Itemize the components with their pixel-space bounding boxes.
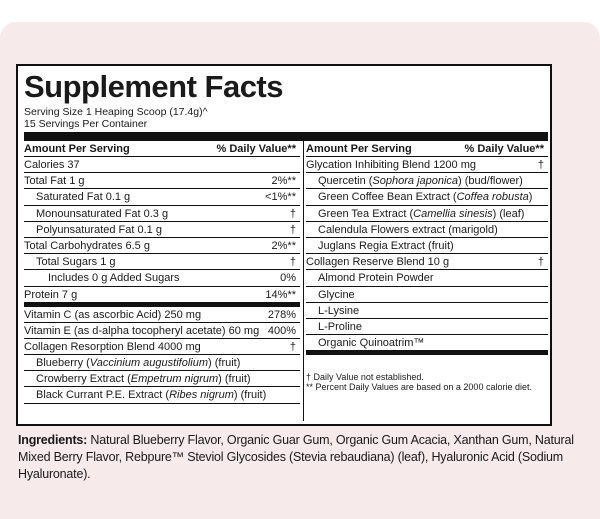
nutrient-label: Green Tea Extract (Camellia sinesis) (leaf) bbox=[318, 207, 525, 220]
daily-value bbox=[544, 319, 548, 334]
left-row bbox=[24, 371, 300, 387]
nutrient-label: Black Currant P.E. Extract (Ribes nigrum) (fruit) bbox=[36, 389, 267, 402]
nutrient-label: Glycine bbox=[318, 288, 355, 301]
daily-value bbox=[544, 335, 548, 350]
left-row bbox=[24, 254, 300, 270]
nutrient-label: Almond Protein Powder bbox=[318, 272, 434, 285]
servings-per-container: 15 Servings Per Container bbox=[24, 118, 148, 130]
left-row bbox=[24, 287, 300, 307]
nutrient-label: Calories 37 bbox=[24, 159, 80, 171]
serving-size: Serving Size 1 Heaping Scoop (17.4g)^ bbox=[24, 106, 208, 118]
left-row bbox=[24, 173, 300, 189]
daily-value: 2%** bbox=[271, 175, 296, 188]
left-row bbox=[24, 222, 300, 238]
nutrient-label: Total Fat 1 g bbox=[24, 175, 85, 188]
daily-value bbox=[296, 355, 300, 370]
right-row bbox=[306, 287, 548, 303]
right-row bbox=[306, 303, 548, 319]
left-row bbox=[24, 323, 300, 339]
daily-value bbox=[544, 287, 548, 302]
left-row bbox=[24, 206, 300, 222]
latin-name: Vaccinium augustifolium bbox=[89, 357, 208, 370]
right-row bbox=[306, 157, 548, 173]
supplement-facts-panel bbox=[16, 64, 552, 426]
left-row bbox=[24, 339, 300, 355]
right-row bbox=[306, 254, 548, 270]
right-row bbox=[306, 270, 548, 286]
nutrient-label: Includes 0 g Added Sugars bbox=[48, 272, 180, 285]
nutrient-label: Collagen Resorption Blend 4000 mg bbox=[24, 340, 201, 353]
nutrient-label: Crowberry Extract (Empetrum nigrum) (fruit) bbox=[36, 373, 251, 386]
left-row bbox=[24, 387, 300, 403]
left-row bbox=[24, 238, 300, 254]
left-column bbox=[24, 141, 300, 404]
left-row bbox=[24, 355, 300, 371]
amount-header: Amount Per Serving bbox=[24, 143, 130, 155]
daily-value bbox=[296, 371, 300, 386]
daily-value: 0% bbox=[280, 272, 296, 285]
nutrient-label: L-Lysine bbox=[318, 304, 360, 317]
daily-value: † bbox=[289, 207, 296, 220]
nutrient-label: Collagen Reserve Blend 10 g bbox=[306, 256, 450, 269]
left-rows bbox=[24, 157, 300, 404]
right-row bbox=[306, 238, 548, 254]
ingredients-label: Ingredients: bbox=[18, 433, 88, 447]
panel-title: Supplement Facts bbox=[24, 69, 283, 104]
left-row bbox=[24, 157, 300, 173]
nutrient-label: Total Carbohydrates 6.5 g bbox=[24, 239, 150, 252]
left-row bbox=[24, 307, 300, 323]
daily-value: 278% bbox=[267, 308, 296, 321]
latin-name: Coffea robusta bbox=[456, 191, 529, 204]
latin-name: Sophora japonica bbox=[372, 175, 459, 188]
latin-name: Camellia sinesis bbox=[413, 207, 493, 220]
daily-value: <1%** bbox=[265, 191, 296, 204]
left-row bbox=[24, 189, 300, 205]
serving-info bbox=[24, 106, 208, 130]
daily-value bbox=[296, 387, 300, 402]
latin-name: Empetrum nigrum bbox=[130, 373, 219, 386]
dv-header-right: % Daily Value** bbox=[464, 143, 544, 155]
daily-value bbox=[544, 303, 548, 318]
daily-value bbox=[544, 222, 548, 237]
right-row bbox=[306, 173, 548, 189]
dv-header: % Daily Value** bbox=[216, 143, 296, 155]
nutrient-label: Calendula Flowers extract (marigold) bbox=[318, 223, 498, 236]
nutrient-label: Organic Quinoatrim™ bbox=[318, 337, 425, 350]
left-column-header bbox=[24, 141, 300, 157]
daily-value bbox=[544, 238, 548, 253]
top-thick-bar bbox=[24, 132, 548, 141]
nutrient-label: Glycation Inhibiting Blend 1200 mg bbox=[306, 159, 476, 171]
daily-value: 400% bbox=[267, 324, 296, 337]
right-row bbox=[306, 319, 548, 335]
daily-value bbox=[544, 189, 548, 204]
daily-value bbox=[544, 206, 548, 221]
daily-value bbox=[296, 157, 300, 172]
nutrient-label: Total Sugars 1 g bbox=[36, 256, 116, 269]
left-row bbox=[24, 270, 300, 286]
nutrient-label: Saturated Fat 0.1 g bbox=[36, 191, 131, 204]
right-row bbox=[306, 206, 548, 222]
nutrient-label: Polyunsaturated Fat 0.1 g bbox=[36, 223, 162, 236]
right-row bbox=[306, 222, 548, 238]
footnotes bbox=[306, 372, 548, 392]
right-rows bbox=[306, 157, 548, 355]
nutrient-label: Green Coffee Bean Extract (Coffea robusta) bbox=[318, 191, 533, 204]
nutrient-label: Quercetin (Sophora japonica) (bud/flower) bbox=[318, 175, 523, 188]
column-divider bbox=[303, 141, 304, 421]
right-column-header bbox=[306, 141, 548, 157]
ingredients-statement bbox=[18, 432, 578, 483]
daily-value: † bbox=[289, 223, 296, 236]
nutrient-label: L-Proline bbox=[318, 320, 363, 333]
daily-value: † bbox=[289, 256, 296, 269]
daily-value: † bbox=[537, 159, 544, 171]
nutrient-label: Vitamin C (as ascorbic Acid) 250 mg bbox=[24, 308, 202, 321]
daily-value bbox=[544, 270, 548, 285]
latin-name: Ribes nigrum bbox=[169, 389, 234, 402]
right-row bbox=[306, 335, 548, 355]
footnote-percent: ** Percent Daily Values are based on a 2000 calorie diet. bbox=[306, 382, 532, 392]
amount-header-right: Amount Per Serving bbox=[306, 143, 412, 155]
daily-value: 2%** bbox=[271, 239, 296, 252]
nutrient-label: Vitamin E (as d-alpha tocopheryl acetate) 60 mg bbox=[24, 324, 260, 337]
daily-value: 14%** bbox=[265, 288, 296, 301]
nutrient-label: Blueberry (Vaccinium augustifolium) (fruit) bbox=[36, 357, 241, 370]
nutrient-label: Monounsaturated Fat 0.3 g bbox=[36, 207, 169, 220]
ingredients-text: Natural Blueberry Flavor, Organic Guar Gum, Organic Gum Acacia, Xanthan Gum, Natural Mixed Berry Flavor, Rebpure™ Steviol Glycosides (Stevia rebaudiana) (leaf), Hyaluronic Acid (Sodium Hyaluronate). bbox=[18, 433, 574, 481]
right-row bbox=[306, 189, 548, 205]
nutrient-label: Protein 7 g bbox=[24, 288, 78, 301]
right-column bbox=[306, 141, 548, 355]
daily-value bbox=[544, 173, 548, 188]
daily-value: † bbox=[289, 340, 296, 353]
footnote-dagger: † Daily Value not established. bbox=[306, 372, 424, 382]
nutrient-label: Juglans Regia Extract (fruit) bbox=[318, 239, 454, 252]
daily-value: † bbox=[537, 256, 544, 269]
